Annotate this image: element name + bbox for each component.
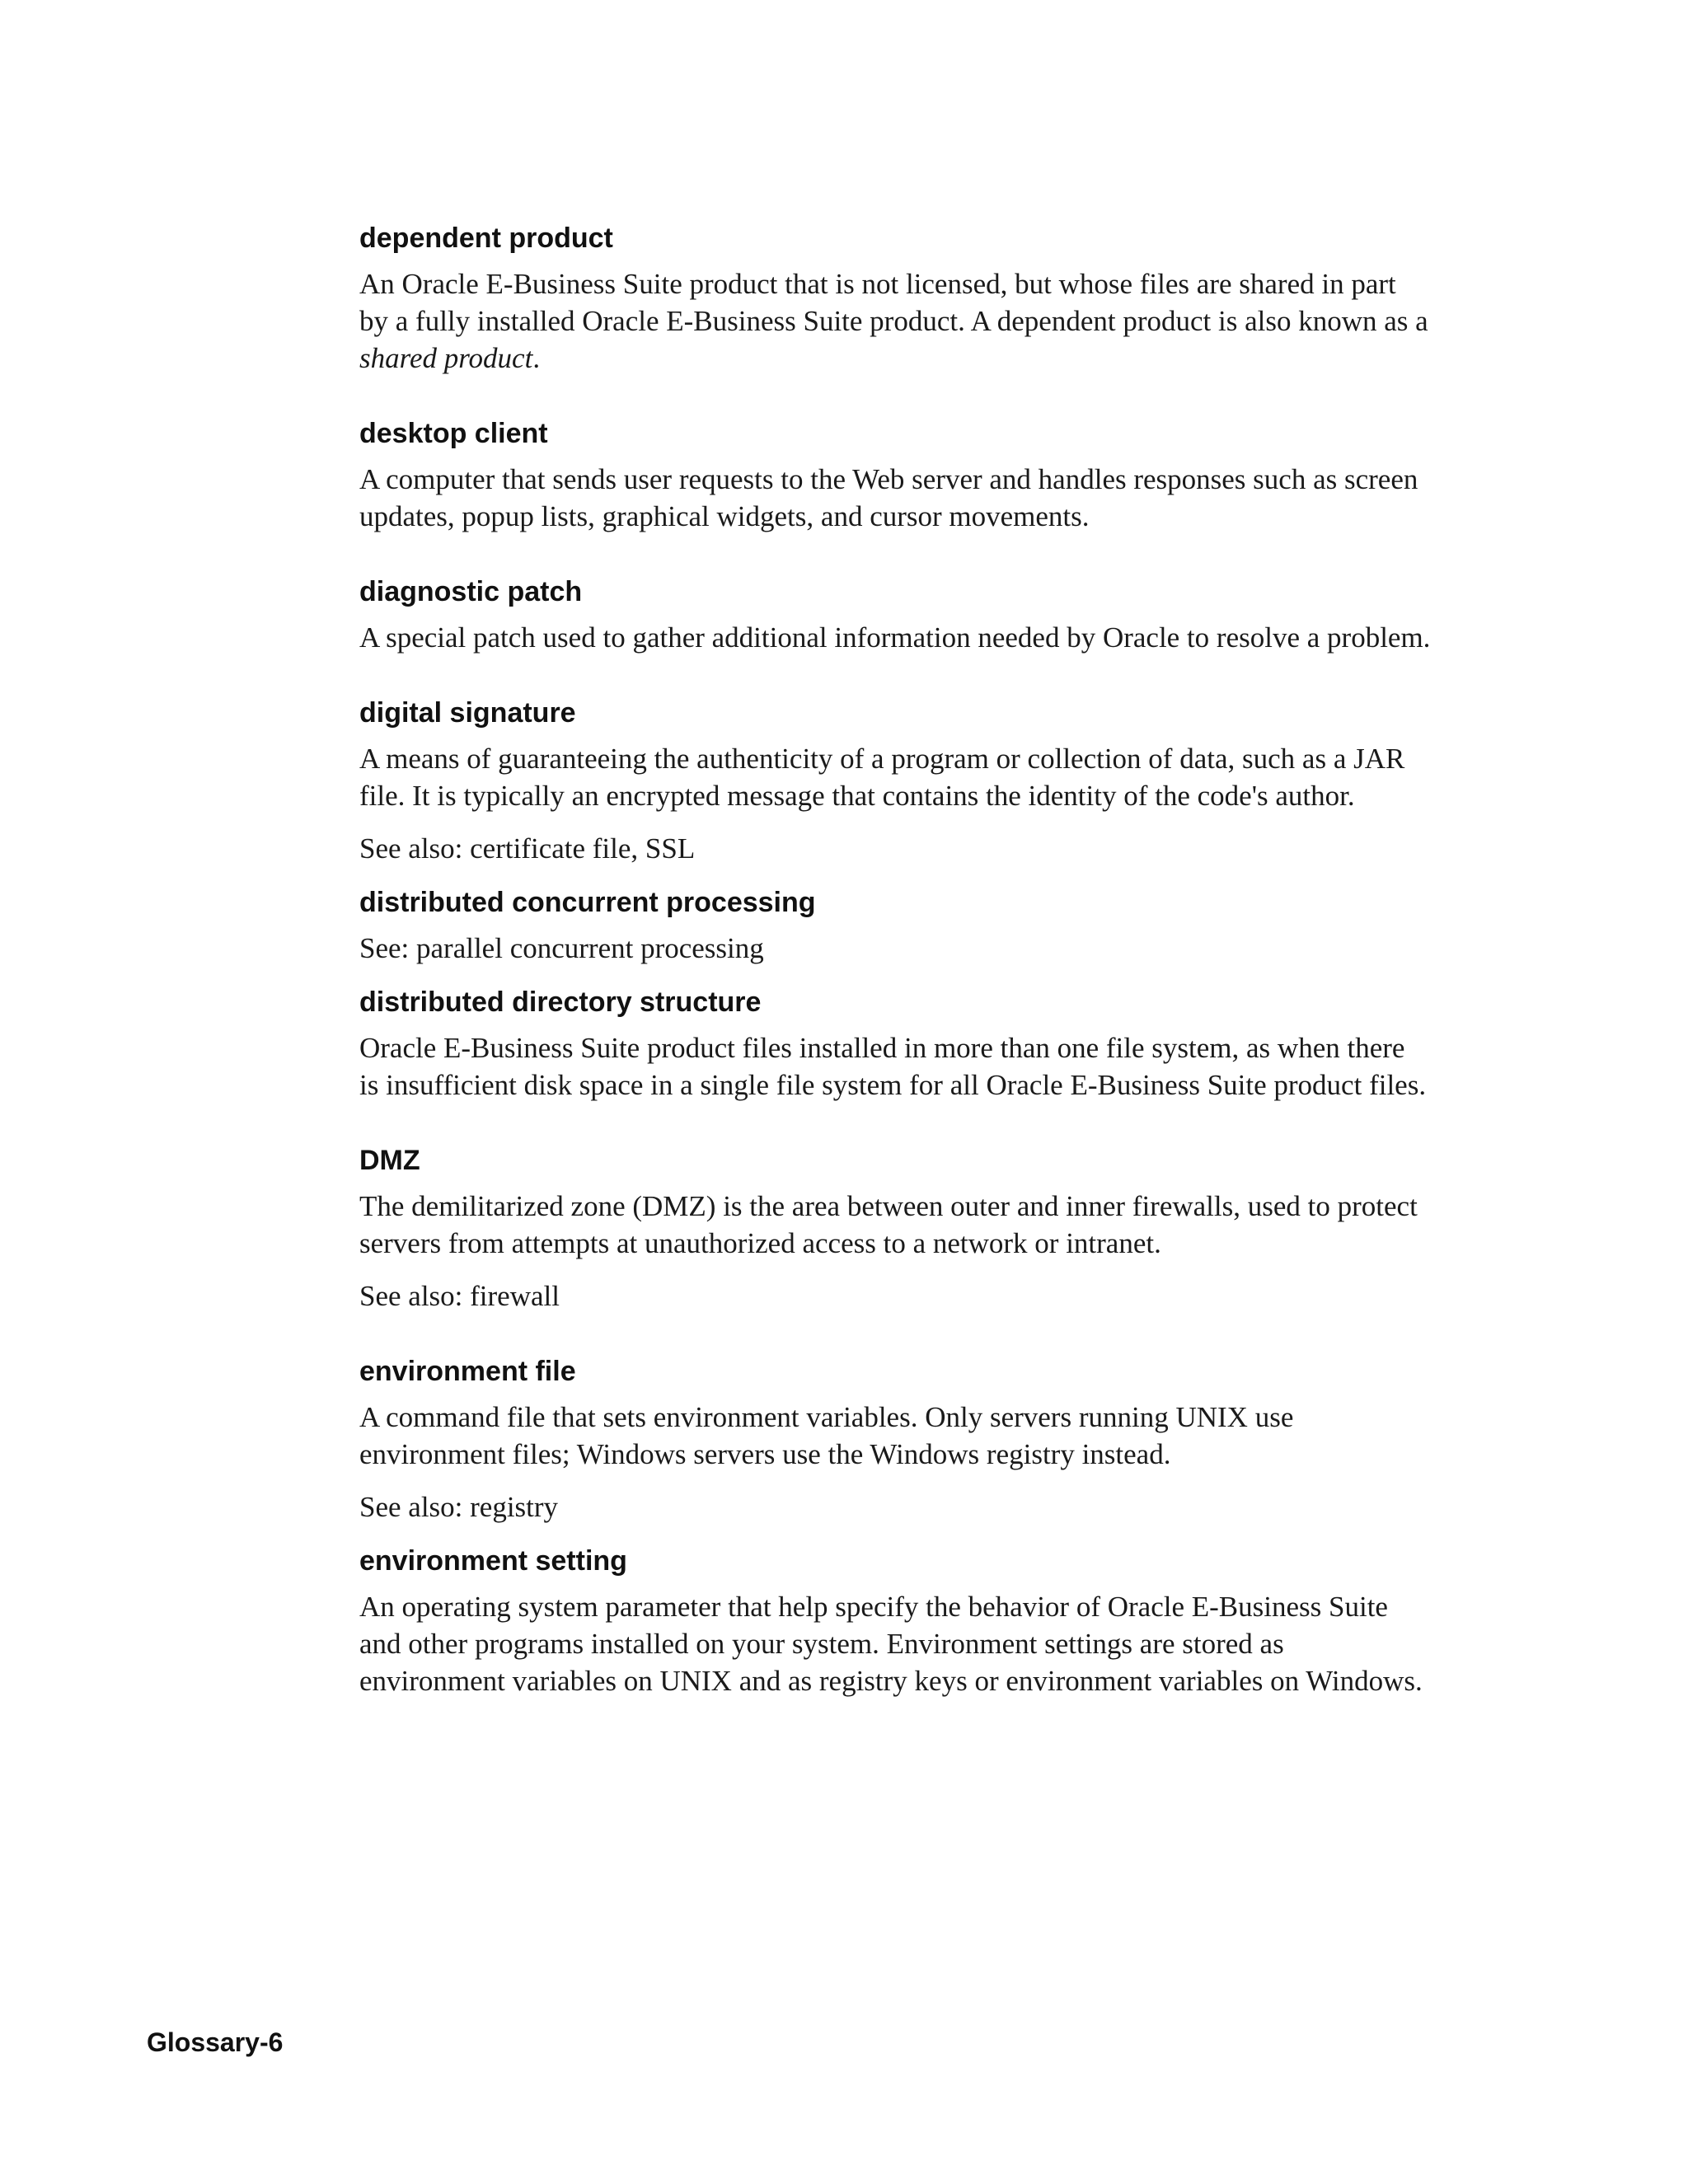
- glossary-definition: A command file that sets environment variables. Only servers running UNIX use environment files; Windows servers use the Windows registry instead.: [359, 1401, 1294, 1470]
- definition-text: An Oracle E-Business Suite product that is not licensed, but whose files are shared in part by a fully installed Oracle E-Business Suite product. A dependent product is also known as a: [359, 268, 1428, 337]
- glossary-term: diagnostic patch: [359, 576, 583, 607]
- glossary-content: [359, 221, 1431, 1739]
- definition-italic-term: shared product: [359, 342, 533, 374]
- see-also-link[interactable]: See also: registry: [359, 1491, 559, 1523]
- glossary-entry-distributed-directory-structure: [359, 985, 1431, 1104]
- glossary-term: distributed concurrent processing: [359, 887, 816, 918]
- glossary-definition: [359, 265, 1431, 377]
- glossary-entry-dependent-product: [359, 221, 1431, 377]
- glossary-definition: A means of guaranteeing the authenticity of a program or collection of data, such as a JAR file. It is typically an encrypted message that contains the identity of the code's author.: [359, 743, 1405, 812]
- glossary-definition: Oracle E-Business Suite product files installed in more than one file system, as when there is insufficient disk space in a single file system for all Oracle E-Business Suite product files.: [359, 1032, 1427, 1101]
- glossary-definition: The demilitarized zone (DMZ) is the area between outer and inner firewalls, used to protect servers from attempts at unauthorized access to a network or intranet.: [359, 1190, 1418, 1259]
- glossary-entry-dmz: [359, 1143, 1431, 1315]
- glossary-entry-digital-signature: [359, 696, 1431, 867]
- glossary-entry-diagnostic-patch: [359, 574, 1431, 656]
- glossary-term: DMZ: [359, 1145, 420, 1176]
- glossary-entry-environment-setting: [359, 1544, 1431, 1699]
- definition-text-end: .: [532, 342, 541, 374]
- see-reference-link[interactable]: See: parallel concurrent processing: [359, 932, 764, 964]
- glossary-term: dependent product: [359, 223, 613, 254]
- glossary-definition: A special patch used to gather additional information needed by Oracle to resolve a problem.: [359, 621, 1431, 654]
- page-footer-label: Glossary-6: [147, 2027, 284, 2057]
- glossary-term: desktop client: [359, 418, 548, 449]
- glossary-term: digital signature: [359, 697, 576, 729]
- see-also-link[interactable]: See also: firewall: [359, 1280, 560, 1312]
- glossary-term: distributed directory structure: [359, 987, 762, 1018]
- see-also-link[interactable]: See also: certificate file, SSL: [359, 832, 696, 865]
- glossary-term: environment setting: [359, 1545, 627, 1577]
- glossary-term: environment file: [359, 1356, 576, 1387]
- glossary-entry-environment-file: [359, 1354, 1431, 1526]
- glossary-definition: A computer that sends user requests to the Web server and handles responses such as screen updates, popup lists, graphical widgets, and cursor movements.: [359, 463, 1418, 532]
- glossary-entry-desktop-client: [359, 416, 1431, 535]
- glossary-entry-distributed-concurrent-processing: [359, 885, 1431, 967]
- glossary-definition: An operating system parameter that help specify the behavior of Oracle E-Business Suite and other programs installed on your system. Environment settings are stored as environment variables on UNIX and as registry keys or environment variables on Windows.: [359, 1591, 1423, 1697]
